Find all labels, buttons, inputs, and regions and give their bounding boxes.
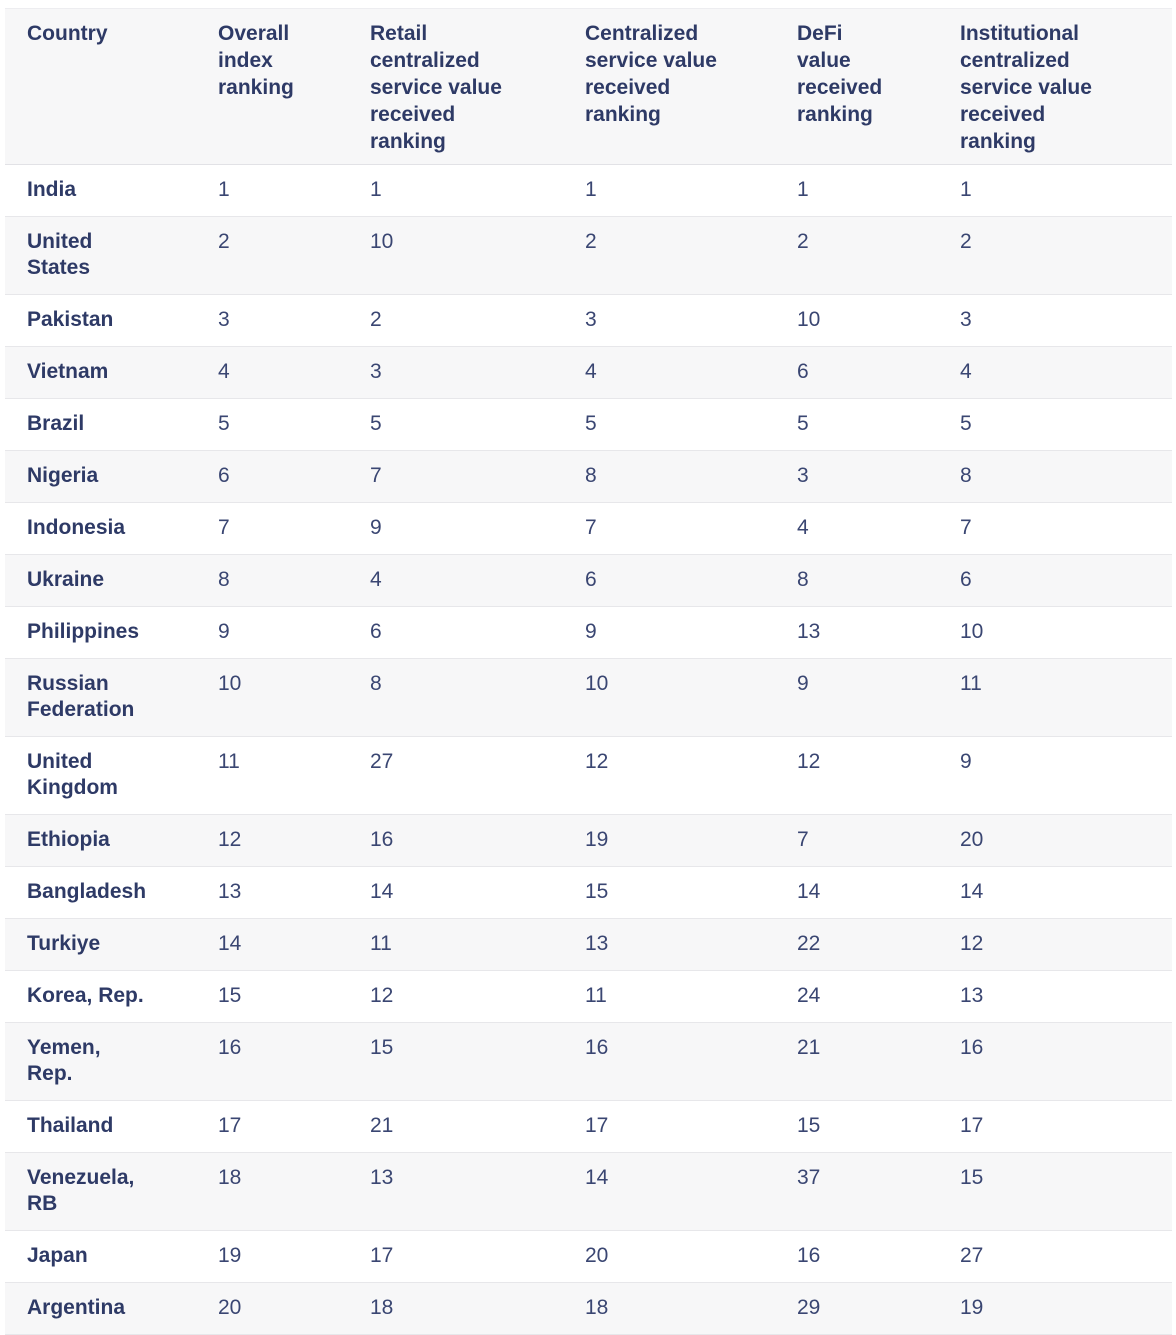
rank-cell — [563, 451, 775, 503]
rank-cell — [563, 1231, 775, 1283]
table-row — [5, 659, 1172, 737]
rank-cell — [775, 555, 938, 607]
rank-value: 14 — [370, 880, 394, 903]
country-cell — [5, 737, 196, 815]
rank-cell — [348, 659, 563, 737]
rank-value: 15 — [218, 984, 242, 1007]
rank-cell — [775, 971, 938, 1023]
rank-value: 7 — [797, 828, 809, 851]
table-row — [5, 737, 1172, 815]
rank-cell — [775, 867, 938, 919]
rank-cell — [563, 919, 775, 971]
rank-value: 8 — [585, 464, 597, 487]
rank-cell — [775, 347, 938, 399]
rank-cell — [938, 919, 1172, 971]
rank-value: 10 — [218, 672, 242, 695]
rank-value: 9 — [797, 672, 809, 695]
rank-value: 3 — [797, 464, 809, 487]
rank-value: 12 — [960, 932, 984, 955]
rank-value: 4 — [370, 568, 382, 591]
rank-cell — [196, 971, 348, 1023]
rank-cell — [938, 555, 1172, 607]
country-name: India — [27, 178, 77, 201]
rank-value: 17 — [370, 1244, 394, 1267]
rank-value: 20 — [218, 1296, 242, 1319]
rank-value: 19 — [585, 828, 609, 851]
rank-cell — [775, 399, 938, 451]
country-cell — [5, 295, 196, 347]
table-row — [5, 1283, 1172, 1335]
rank-cell — [775, 295, 938, 347]
rank-cell — [196, 1231, 348, 1283]
rank-cell — [196, 347, 348, 399]
table-body — [5, 165, 1172, 1335]
rank-cell — [775, 919, 938, 971]
rank-value: 15 — [370, 1036, 394, 1059]
rank-cell — [938, 1153, 1172, 1231]
rank-value: 10 — [797, 308, 821, 331]
rank-cell — [938, 399, 1172, 451]
table-row — [5, 971, 1172, 1023]
rank-cell — [348, 555, 563, 607]
rank-value: 14 — [797, 880, 821, 903]
rank-value: 13 — [218, 880, 242, 903]
rank-value: 9 — [585, 620, 597, 643]
rank-value: 3 — [370, 360, 382, 383]
rank-value: 19 — [960, 1296, 984, 1319]
country-name: Venezuela, RB — [27, 1166, 135, 1215]
table-row — [5, 399, 1172, 451]
country-cell — [5, 165, 196, 217]
country-name: Bangladesh — [27, 880, 147, 903]
rank-value: 7 — [585, 516, 597, 539]
rank-value: 16 — [585, 1036, 609, 1059]
rank-cell — [775, 165, 938, 217]
country-name: Yemen, Rep. — [27, 1036, 101, 1085]
rank-cell — [348, 1153, 563, 1231]
rank-value: 12 — [218, 828, 242, 851]
rank-cell — [563, 347, 775, 399]
rank-value: 10 — [370, 230, 394, 253]
rank-value: 16 — [960, 1036, 984, 1059]
rank-cell — [196, 1023, 348, 1101]
column-header-label: Overall index ranking — [218, 22, 294, 99]
rank-cell — [938, 451, 1172, 503]
country-cell — [5, 659, 196, 737]
rank-value: 16 — [370, 828, 394, 851]
rank-cell — [563, 1101, 775, 1153]
rank-cell — [775, 503, 938, 555]
country-cell — [5, 1283, 196, 1335]
country-name: Vietnam — [27, 360, 109, 383]
rank-value: 11 — [585, 984, 607, 1007]
country-cell — [5, 867, 196, 919]
rank-cell — [196, 555, 348, 607]
rank-value: 3 — [585, 308, 597, 331]
rank-value: 13 — [797, 620, 821, 643]
country-name: Russian Federation — [27, 672, 135, 721]
rank-cell — [196, 737, 348, 815]
country-name: Brazil — [27, 412, 85, 435]
rank-value: 4 — [960, 360, 972, 383]
rank-value: 6 — [960, 568, 972, 591]
rank-value: 9 — [370, 516, 382, 539]
country-name: Philippines — [27, 620, 140, 643]
table-row — [5, 347, 1172, 399]
rank-cell — [196, 451, 348, 503]
rank-value: 1 — [218, 178, 230, 201]
column-header-label: Retail centralized service value received ranking — [370, 22, 502, 153]
country-cell — [5, 1153, 196, 1231]
rank-cell — [938, 295, 1172, 347]
rank-value: 15 — [960, 1166, 984, 1189]
rank-cell — [938, 1023, 1172, 1101]
rank-cell — [196, 607, 348, 659]
rank-value: 2 — [218, 230, 230, 253]
rank-value: 12 — [797, 750, 821, 773]
rank-cell — [775, 737, 938, 815]
rank-value: 16 — [218, 1036, 242, 1059]
rank-value: 18 — [370, 1296, 394, 1319]
rank-cell — [348, 451, 563, 503]
country-cell — [5, 503, 196, 555]
column-header-country — [5, 9, 196, 165]
rank-value: 17 — [218, 1114, 242, 1137]
rank-cell — [563, 971, 775, 1023]
rank-cell — [938, 503, 1172, 555]
table-row — [5, 555, 1172, 607]
table-row — [5, 1023, 1172, 1101]
rank-cell — [348, 217, 563, 295]
rank-cell — [775, 1283, 938, 1335]
country-name: Korea, Rep. — [27, 984, 144, 1007]
table-row — [5, 607, 1172, 659]
rank-value: 16 — [797, 1244, 821, 1267]
country-cell — [5, 1231, 196, 1283]
rank-value: 6 — [218, 464, 230, 487]
rank-value: 6 — [585, 568, 597, 591]
rank-value: 22 — [797, 932, 821, 955]
rank-cell — [348, 503, 563, 555]
rank-cell — [348, 919, 563, 971]
rank-value: 8 — [370, 672, 382, 695]
rank-cell — [938, 217, 1172, 295]
rank-value: 17 — [960, 1114, 984, 1137]
rank-cell — [196, 1153, 348, 1231]
rank-value: 6 — [797, 360, 809, 383]
country-name: Ethiopia — [27, 828, 110, 851]
rank-cell — [563, 607, 775, 659]
rank-cell — [196, 867, 348, 919]
rank-cell — [563, 815, 775, 867]
rank-cell — [348, 737, 563, 815]
table-row — [5, 867, 1172, 919]
country-name: Pakistan — [27, 308, 114, 331]
country-name: United States — [27, 230, 93, 279]
rank-cell — [563, 399, 775, 451]
header-row — [5, 9, 1172, 165]
rank-cell — [938, 1283, 1172, 1335]
table-row — [5, 919, 1172, 971]
column-header-institutional-ranking — [938, 9, 1172, 165]
rank-value: 15 — [797, 1114, 821, 1137]
rank-cell — [348, 1231, 563, 1283]
rank-value: 2 — [585, 230, 597, 253]
rank-cell — [775, 815, 938, 867]
country-ranking-table — [5, 8, 1172, 1335]
country-name: Turkiye — [27, 932, 101, 955]
ranking-table — [5, 8, 1172, 1335]
column-header-label: Country — [27, 22, 108, 45]
rank-cell — [196, 659, 348, 737]
rank-value: 3 — [960, 308, 972, 331]
rank-value: 4 — [218, 360, 230, 383]
rank-cell — [348, 347, 563, 399]
rank-value: 1 — [960, 178, 972, 201]
rank-value: 2 — [960, 230, 972, 253]
rank-cell — [563, 1153, 775, 1231]
table-row — [5, 217, 1172, 295]
country-name: Indonesia — [27, 516, 126, 539]
rank-cell — [938, 1101, 1172, 1153]
rank-value: 4 — [585, 360, 597, 383]
rank-value: 10 — [585, 672, 609, 695]
rank-cell — [938, 347, 1172, 399]
rank-value: 7 — [960, 516, 972, 539]
rank-value: 1 — [585, 178, 597, 201]
rank-cell — [775, 659, 938, 737]
rank-value: 9 — [960, 750, 972, 773]
rank-value: 29 — [797, 1296, 821, 1319]
rank-cell — [775, 1231, 938, 1283]
rank-value: 18 — [585, 1296, 609, 1319]
rank-value: 37 — [797, 1166, 821, 1189]
column-header-retail-centralized-ranking — [348, 9, 563, 165]
rank-value: 5 — [960, 412, 972, 435]
rank-cell — [563, 867, 775, 919]
country-name: Japan — [27, 1244, 88, 1267]
rank-value: 14 — [218, 932, 242, 955]
rank-cell — [348, 165, 563, 217]
rank-cell — [348, 399, 563, 451]
table-row — [5, 451, 1172, 503]
rank-cell — [775, 1101, 938, 1153]
rank-value: 8 — [218, 568, 230, 591]
column-header-label: DeFi value received ranking — [797, 22, 883, 126]
rank-value: 18 — [218, 1166, 242, 1189]
table-row — [5, 165, 1172, 217]
rank-cell — [938, 867, 1172, 919]
country-cell — [5, 607, 196, 659]
rank-value: 11 — [960, 672, 982, 695]
rank-cell — [775, 451, 938, 503]
table-row — [5, 503, 1172, 555]
rank-cell — [196, 919, 348, 971]
rank-cell — [563, 1283, 775, 1335]
rank-value: 7 — [370, 464, 382, 487]
rank-cell — [563, 503, 775, 555]
country-cell — [5, 971, 196, 1023]
rank-cell — [563, 555, 775, 607]
rank-cell — [938, 659, 1172, 737]
rank-value: 13 — [585, 932, 609, 955]
country-cell — [5, 399, 196, 451]
rank-value: 15 — [585, 880, 609, 903]
rank-cell — [348, 295, 563, 347]
column-header-overall-index-ranking — [196, 9, 348, 165]
country-name: United Kingdom — [27, 750, 118, 799]
rank-cell — [775, 1023, 938, 1101]
country-cell — [5, 347, 196, 399]
table-row — [5, 815, 1172, 867]
rank-cell — [563, 1023, 775, 1101]
rank-value: 2 — [797, 230, 809, 253]
rank-cell — [348, 971, 563, 1023]
rank-cell — [775, 607, 938, 659]
rank-cell — [775, 1153, 938, 1231]
rank-cell — [348, 607, 563, 659]
table-row — [5, 1101, 1172, 1153]
rank-cell — [563, 165, 775, 217]
rank-cell — [563, 217, 775, 295]
rank-value: 4 — [797, 516, 809, 539]
rank-value: 13 — [370, 1166, 394, 1189]
country-cell — [5, 919, 196, 971]
rank-cell — [938, 165, 1172, 217]
rank-value: 27 — [370, 750, 394, 773]
country-name: Argentina — [27, 1296, 126, 1319]
country-cell — [5, 217, 196, 295]
rank-value: 8 — [960, 464, 972, 487]
rank-cell — [348, 867, 563, 919]
rank-value: 5 — [797, 412, 809, 435]
country-name: Nigeria — [27, 464, 99, 487]
rank-cell — [196, 815, 348, 867]
rank-value: 9 — [218, 620, 230, 643]
rank-cell — [196, 503, 348, 555]
rank-value: 20 — [960, 828, 984, 851]
country-cell — [5, 1101, 196, 1153]
rank-value: 5 — [218, 412, 230, 435]
rank-value: 21 — [797, 1036, 821, 1059]
country-cell — [5, 451, 196, 503]
rank-value: 17 — [585, 1114, 609, 1137]
rank-value: 21 — [370, 1114, 394, 1137]
rank-value: 8 — [797, 568, 809, 591]
rank-cell — [938, 737, 1172, 815]
rank-cell — [775, 217, 938, 295]
rank-value: 11 — [370, 932, 392, 955]
column-header-label: Institutional centralized service value received ranking — [960, 22, 1092, 153]
rank-cell — [196, 1101, 348, 1153]
rank-value: 5 — [370, 412, 382, 435]
rank-cell — [563, 659, 775, 737]
rank-value: 7 — [218, 516, 230, 539]
rank-value: 1 — [797, 178, 809, 201]
rank-value: 14 — [960, 880, 984, 903]
rank-value: 6 — [370, 620, 382, 643]
rank-cell — [196, 217, 348, 295]
column-header-centralized-ranking — [563, 9, 775, 165]
rank-value: 14 — [585, 1166, 609, 1189]
rank-cell — [196, 295, 348, 347]
rank-value: 27 — [960, 1244, 984, 1267]
rank-value: 20 — [585, 1244, 609, 1267]
country-cell — [5, 555, 196, 607]
rank-cell — [348, 1023, 563, 1101]
rank-value: 10 — [960, 620, 984, 643]
table-row — [5, 1231, 1172, 1283]
country-cell — [5, 815, 196, 867]
country-cell — [5, 1023, 196, 1101]
rank-cell — [938, 971, 1172, 1023]
rank-value: 3 — [218, 308, 230, 331]
rank-cell — [938, 815, 1172, 867]
rank-cell — [196, 399, 348, 451]
rank-cell — [196, 1283, 348, 1335]
country-name: Thailand — [27, 1114, 114, 1137]
rank-value: 1 — [370, 178, 382, 201]
rank-value: 12 — [370, 984, 394, 1007]
rank-value: 2 — [370, 308, 382, 331]
rank-value: 5 — [585, 412, 597, 435]
rank-cell — [938, 1231, 1172, 1283]
rank-value: 24 — [797, 984, 821, 1007]
column-header-defi-ranking — [775, 9, 938, 165]
table-row — [5, 1153, 1172, 1231]
rank-cell — [563, 295, 775, 347]
country-name: Ukraine — [27, 568, 105, 591]
rank-cell — [348, 1283, 563, 1335]
rank-cell — [196, 165, 348, 217]
rank-cell — [348, 1101, 563, 1153]
rank-value: 12 — [585, 750, 609, 773]
rank-cell — [563, 737, 775, 815]
rank-value: 13 — [960, 984, 984, 1007]
rank-cell — [348, 815, 563, 867]
rank-cell — [938, 607, 1172, 659]
rank-value: 11 — [218, 750, 240, 773]
column-header-label: Centralized service value received ranking — [585, 22, 717, 126]
table-row — [5, 295, 1172, 347]
rank-value: 19 — [218, 1244, 242, 1267]
